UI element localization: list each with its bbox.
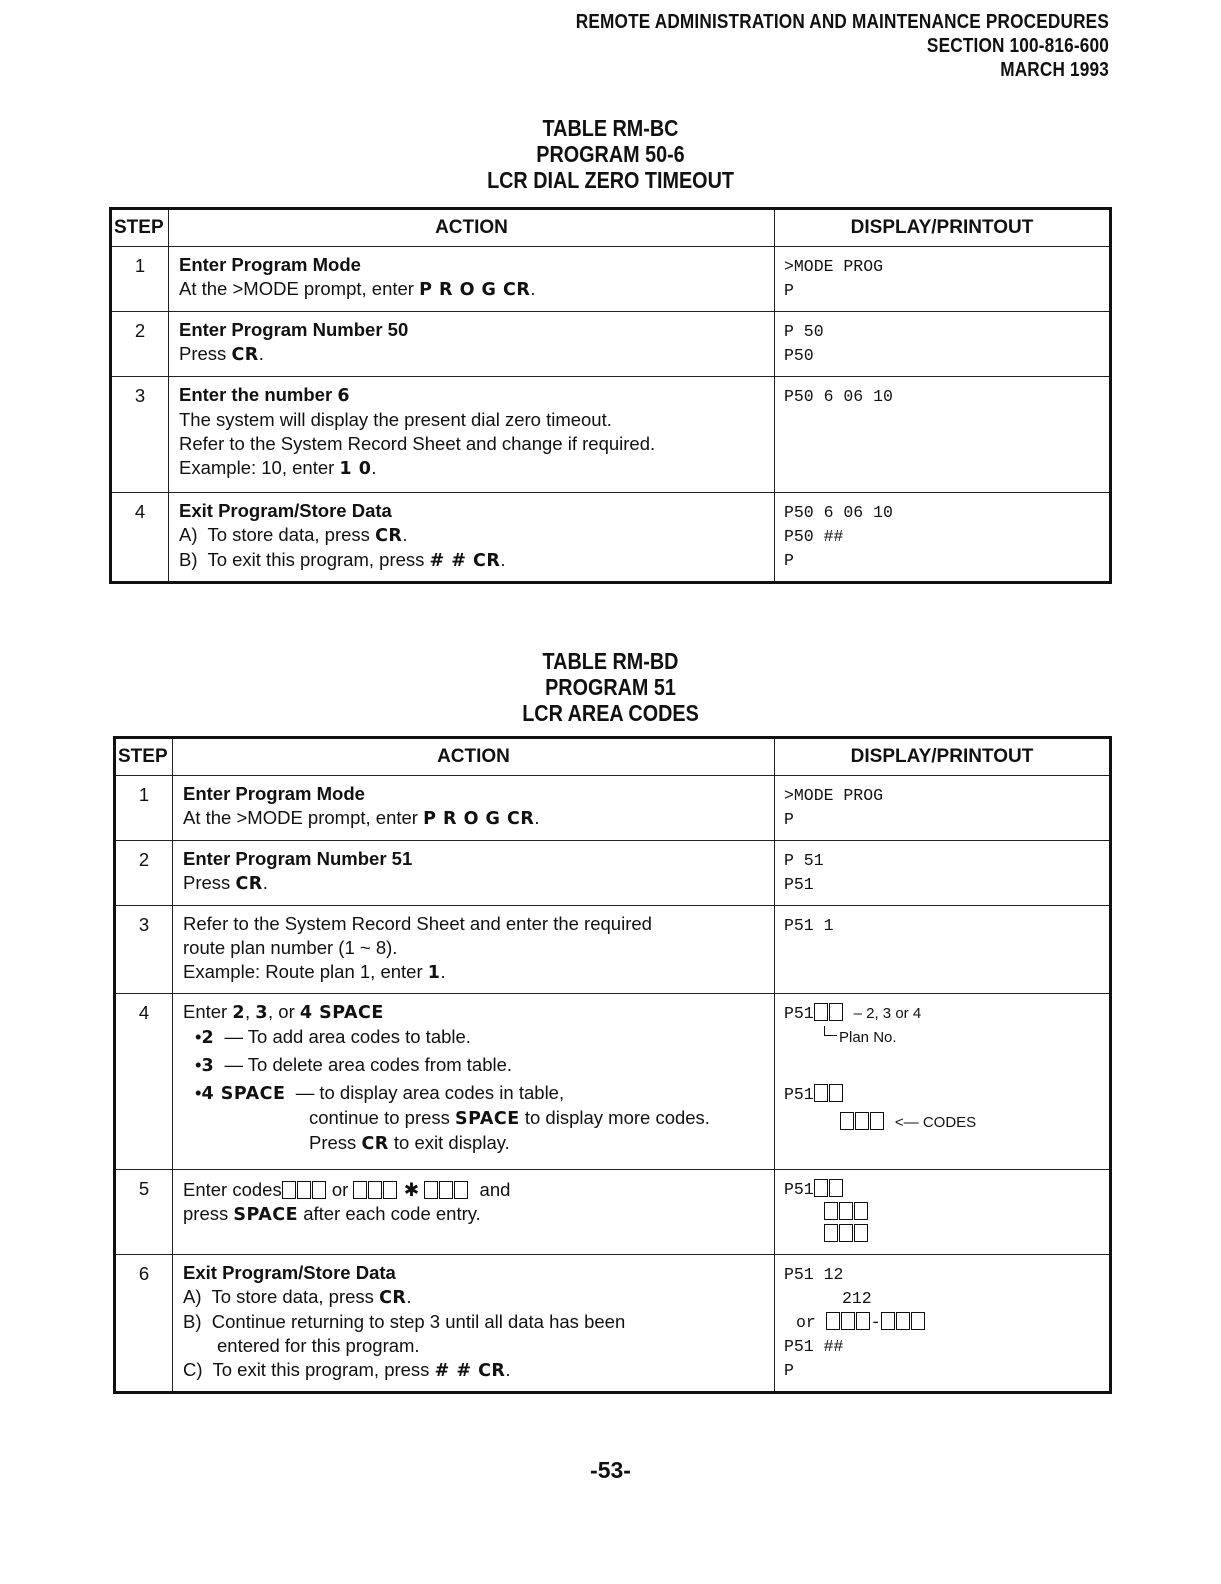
action-heading: Enter the number 6 xyxy=(179,384,350,406)
digit-box xyxy=(814,1084,828,1102)
display-line: P51 1 xyxy=(784,916,834,935)
action-cell xyxy=(173,906,775,994)
action-text: The system will display the present dial zero timeout. xyxy=(179,409,612,430)
bullet-display-exit: Press CR to exit display. xyxy=(309,1132,510,1154)
display-line: P xyxy=(784,551,794,570)
digit-box xyxy=(840,1112,854,1130)
bullet-display-continue: continue to press SPACE to display more codes. xyxy=(309,1107,710,1129)
bullet-add: •2 — To add area codes to table. xyxy=(195,1026,471,1048)
digit-box xyxy=(829,1003,843,1021)
display-cell xyxy=(775,1255,1111,1393)
action-cell xyxy=(169,312,775,377)
table-row xyxy=(115,841,1111,906)
header-date: MARCH 1993 xyxy=(1000,59,1109,81)
header-section: SECTION 100-816-600 xyxy=(926,35,1109,57)
action-option: B) To exit this program, press # # CR. xyxy=(179,549,506,571)
step-number: 1 xyxy=(111,247,169,312)
display-line: P51 ## xyxy=(784,1337,844,1356)
action-heading: Enter Program Number 51 xyxy=(183,848,413,869)
action-option: A) To store data, press CR. xyxy=(183,1286,412,1308)
step-number: 2 xyxy=(111,312,169,377)
table-row xyxy=(115,906,1111,994)
display-line: >MODE PROG xyxy=(784,786,884,805)
bullet-delete: •3 — To delete area codes from table. xyxy=(195,1054,513,1076)
table-rm-bd xyxy=(113,736,1112,1394)
table-row xyxy=(115,1170,1111,1255)
action-cell xyxy=(173,994,775,1170)
display-line: P51 xyxy=(784,875,814,894)
bracket-icon xyxy=(824,1026,837,1036)
table2-title-line1: TABLE RM-BD xyxy=(542,648,679,674)
table-row xyxy=(111,312,1111,377)
action-text: At the >MODE prompt, enter P R O G CR. xyxy=(179,278,536,300)
action-text: Press CR. xyxy=(179,343,264,365)
action-example: Example: 10, enter 1 0. xyxy=(179,457,377,479)
display-line: P xyxy=(784,281,794,300)
display-cell xyxy=(775,776,1111,841)
action-text: At the >MODE prompt, enter P R O G CR. xyxy=(183,807,540,829)
action-text: Refer to the System Record Sheet and change if required. xyxy=(179,433,656,454)
action-heading: Enter Program Number 50 xyxy=(179,319,409,340)
action-cell xyxy=(173,1255,775,1393)
key-sequence: P R O G CR xyxy=(419,280,531,300)
codes-line: <— CODES xyxy=(784,1111,1100,1135)
col-action: ACTION xyxy=(169,209,775,247)
digit-box xyxy=(870,1112,884,1130)
action-cell xyxy=(169,377,775,493)
display-line: 212 xyxy=(842,1289,872,1308)
digit-box xyxy=(814,1003,828,1021)
action-option-cont: entered for this program. xyxy=(217,1335,420,1356)
display-line: P 51 xyxy=(784,851,824,870)
step-number: 4 xyxy=(111,493,169,583)
step-number: 5 xyxy=(115,1170,173,1255)
action-heading: Enter Program Mode xyxy=(183,783,365,804)
display-line: P51 xyxy=(784,1178,1100,1202)
col-action: ACTION xyxy=(173,738,775,776)
display-line: P50 ## xyxy=(784,527,844,546)
table-row xyxy=(111,377,1111,493)
table-row xyxy=(115,994,1111,1170)
col-step: STEP xyxy=(111,209,169,247)
display-line: P51 – 2, 3 or 4 xyxy=(784,1004,922,1023)
display-line: P xyxy=(784,810,794,829)
action-example: Example: Route plan 1, enter 1. xyxy=(183,961,446,983)
action-cell xyxy=(173,776,775,841)
display-line: P 50 xyxy=(784,322,824,341)
display-line: or - xyxy=(784,1311,1100,1335)
display-line: P50 6 06 10 xyxy=(784,387,893,406)
action-heading: Exit Program/Store Data xyxy=(179,500,392,521)
step-number: 1 xyxy=(115,776,173,841)
display-line: P51 xyxy=(784,1083,1100,1107)
action-cell xyxy=(173,841,775,906)
action-intro: Enter 2, 3, or 4 SPACE xyxy=(183,1001,384,1023)
display-line: P50 xyxy=(784,346,814,365)
table-row xyxy=(111,493,1111,583)
digit-box xyxy=(829,1084,843,1102)
step-number: 3 xyxy=(115,906,173,994)
page-number: -53- xyxy=(590,1457,631,1483)
action-cell xyxy=(169,493,775,583)
page-header xyxy=(576,10,1109,82)
bullet-display: •4 SPACE — to display area codes in table, xyxy=(195,1082,565,1104)
table-row xyxy=(115,776,1111,841)
plan-note: Plan No. xyxy=(784,1026,1100,1047)
table-row xyxy=(111,247,1111,312)
display-cell xyxy=(775,247,1111,312)
table-header-row xyxy=(111,209,1111,247)
table-rm-bc xyxy=(109,207,1112,584)
header-title: REMOTE ADMINISTRATION AND MAINTENANCE PROCEDURES xyxy=(575,11,1109,33)
action-cell xyxy=(173,1170,775,1255)
table-row xyxy=(115,1255,1111,1393)
action-cell xyxy=(169,247,775,312)
table1-title-line1: TABLE RM-BC xyxy=(542,115,679,141)
table2-title xyxy=(85,648,1135,726)
display-cell xyxy=(775,377,1111,493)
display-cell xyxy=(775,493,1111,583)
table2-title-line2: PROGRAM 51 xyxy=(545,674,676,700)
display-line: P xyxy=(784,1361,794,1380)
key-sequence: CR xyxy=(231,345,259,365)
star-icon: ✱ xyxy=(403,1179,420,1200)
step-number: 2 xyxy=(115,841,173,906)
display-cell xyxy=(775,906,1111,994)
display-cell xyxy=(775,1170,1111,1255)
col-display: DISPLAY/PRINTOUT xyxy=(775,738,1111,776)
step-number: 6 xyxy=(115,1255,173,1393)
digit-box xyxy=(855,1112,869,1130)
display-cell xyxy=(775,312,1111,377)
action-text: route plan number (1 ~ 8). xyxy=(183,937,398,958)
table1-title-line3: LCR DIAL ZERO TIMEOUT xyxy=(487,167,734,193)
action-heading: Enter Program Mode xyxy=(179,254,361,275)
display-line: P50 6 06 10 xyxy=(784,503,893,522)
table-header-row xyxy=(115,738,1111,776)
action-option: C) To exit this program, press # # CR. xyxy=(183,1359,511,1381)
table1-title xyxy=(85,115,1135,193)
col-step: STEP xyxy=(115,738,173,776)
col-display: DISPLAY/PRINTOUT xyxy=(775,209,1111,247)
code-boxes xyxy=(784,1224,1100,1246)
action-heading: Exit Program/Store Data xyxy=(183,1262,396,1283)
action-text: Press CR. xyxy=(183,872,268,894)
display-line: P51 12 xyxy=(784,1265,844,1284)
step-number: 3 xyxy=(111,377,169,493)
display-line: >MODE PROG xyxy=(784,257,884,276)
table1-title-line2: PROGRAM 50-6 xyxy=(536,141,685,167)
display-cell xyxy=(775,994,1111,1170)
table2-title-line3: LCR AREA CODES xyxy=(522,700,699,726)
action-text: Enter codes or ✱ and xyxy=(183,1179,511,1200)
step-number: 4 xyxy=(115,994,173,1170)
display-cell xyxy=(775,841,1111,906)
action-option: B) Continue returning to step 3 until all data has been xyxy=(183,1311,626,1332)
code-boxes xyxy=(784,1202,1100,1224)
action-text: Refer to the System Record Sheet and enter the required xyxy=(183,913,652,934)
action-text: press SPACE after each code entry. xyxy=(183,1203,481,1225)
action-option: A) To store data, press CR. xyxy=(179,524,408,546)
